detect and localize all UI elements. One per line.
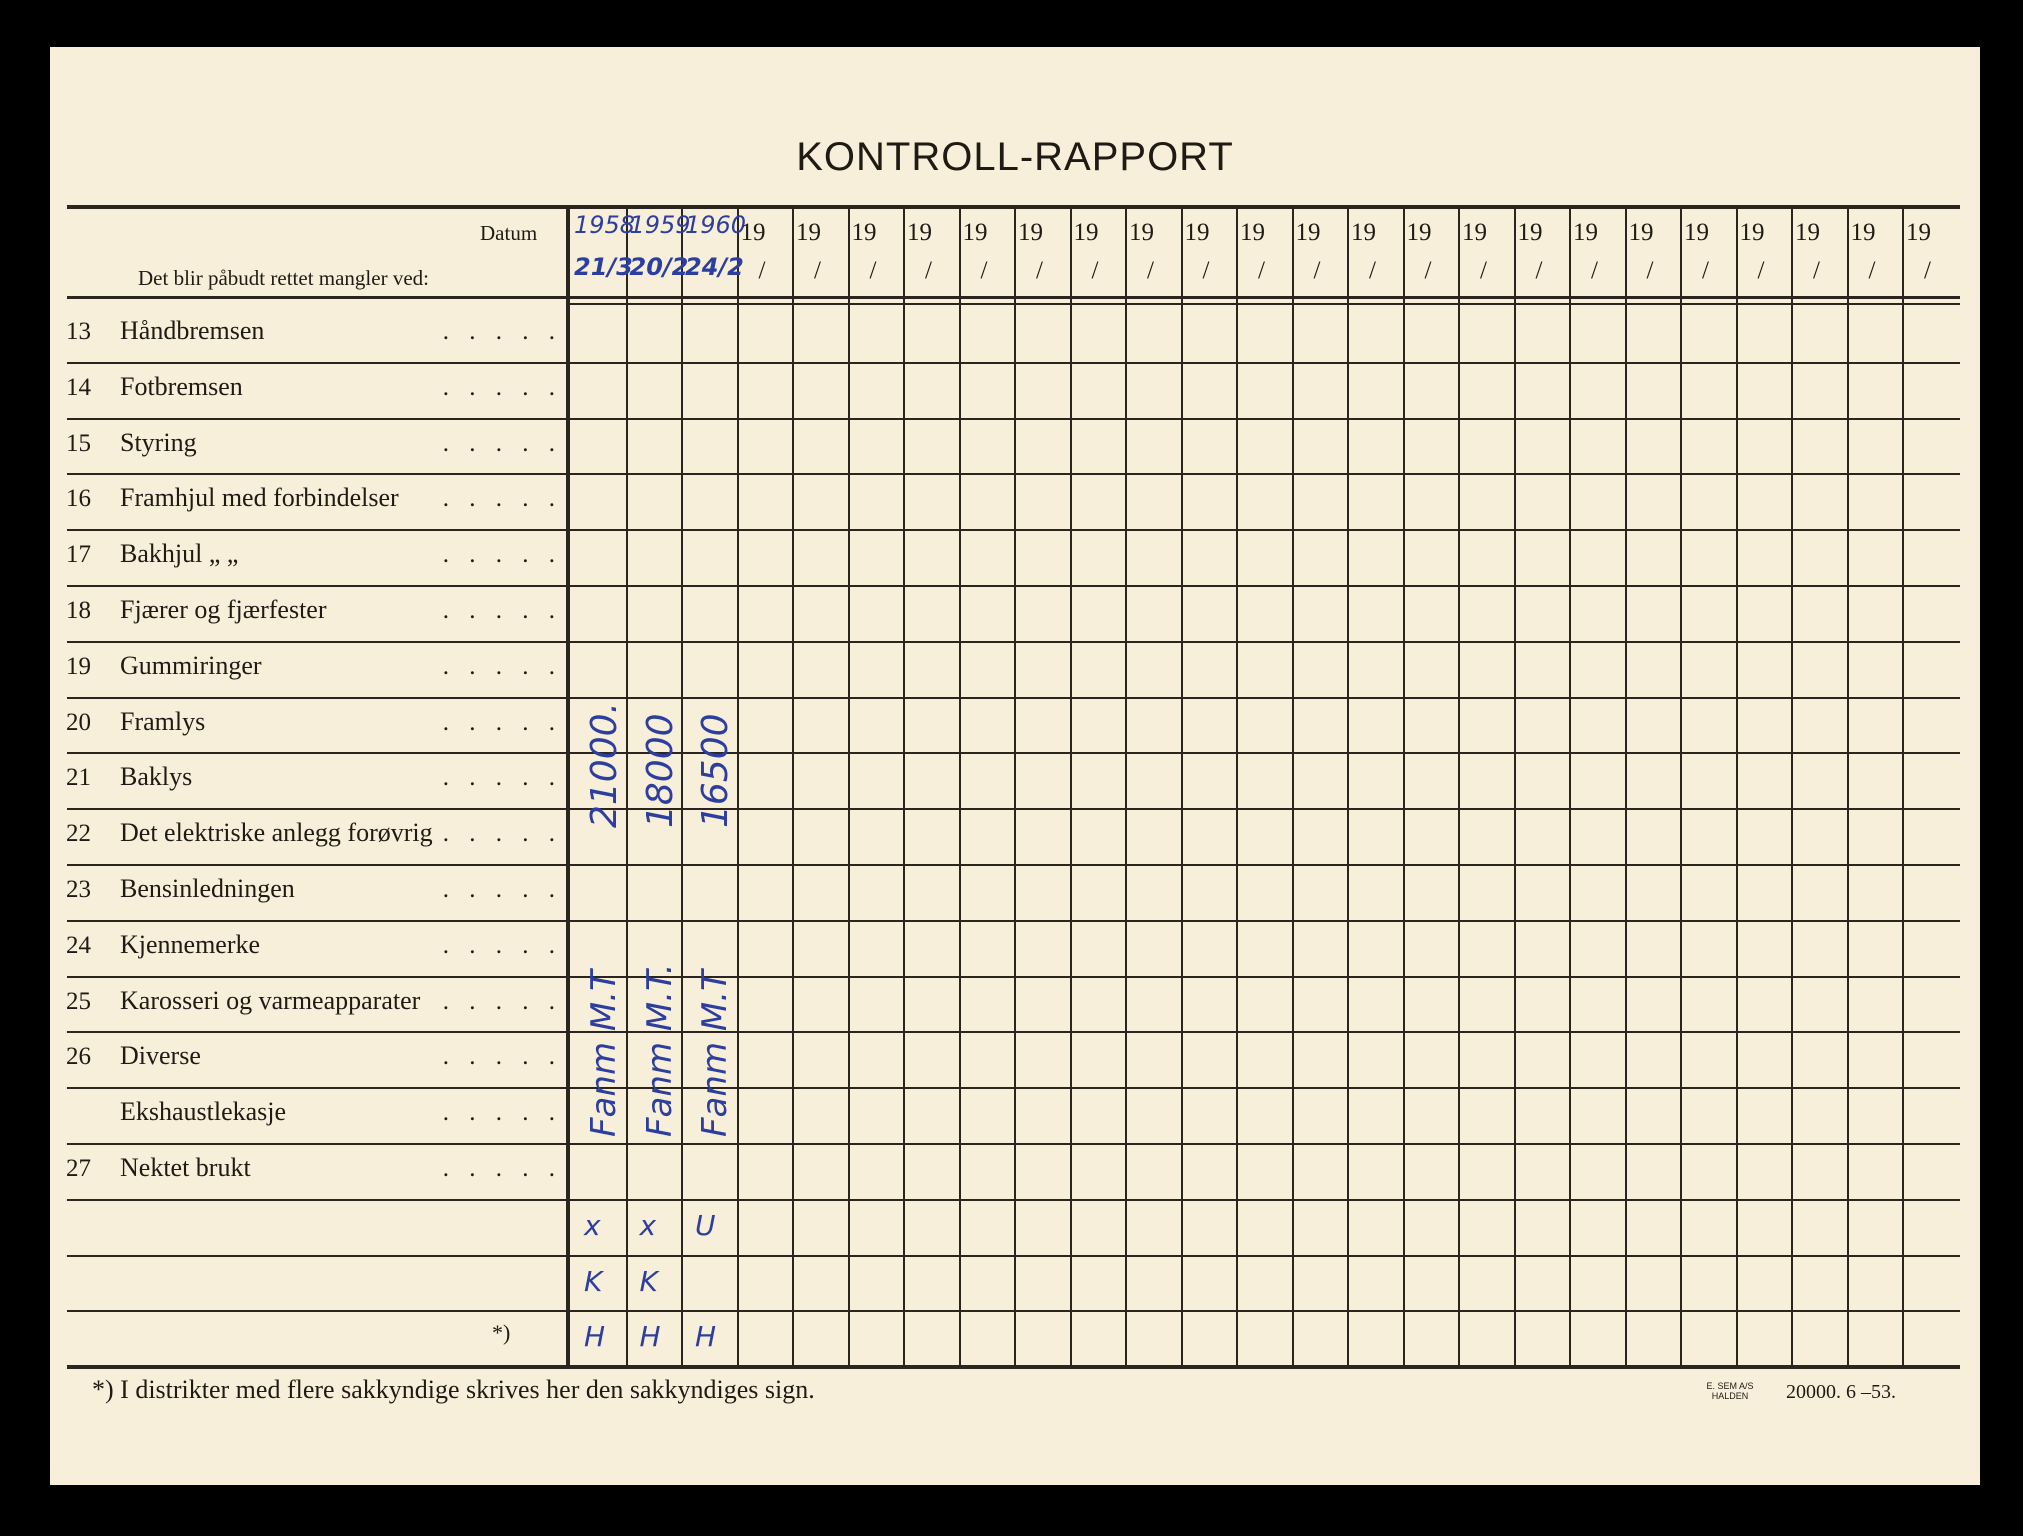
column-line	[1791, 205, 1793, 1365]
column-line	[1736, 205, 1738, 1365]
year-prefix: 19	[1739, 219, 1765, 246]
entry-date: 20/2	[629, 253, 689, 281]
date-slash: /	[1646, 257, 1654, 284]
row-number: 15	[66, 429, 91, 457]
column-line	[1458, 205, 1460, 1365]
entry-check-mark: x	[584, 1208, 601, 1242]
year-prefix: 19	[740, 219, 766, 246]
row-label: Fjærer og fjærfester	[120, 595, 327, 624]
row-line	[67, 1143, 1960, 1145]
row-number: 14	[66, 373, 91, 401]
year-prefix: 19	[1129, 219, 1154, 246]
year-prefix: 19	[907, 219, 932, 246]
row-leader-dots: . . . . .	[442, 652, 562, 680]
date-slash: /	[1091, 257, 1099, 284]
row-number: 23	[66, 876, 91, 903]
year-prefix: 19	[1795, 219, 1820, 246]
entry-check-mark: K	[639, 1264, 658, 1298]
entry-signature-note: Fanm M.T	[695, 970, 735, 1138]
column-line	[792, 205, 794, 1365]
column-line	[1181, 205, 1183, 1365]
row-leader-dots: . . . . .	[442, 541, 562, 569]
column-line	[737, 205, 739, 1365]
year-prefix: 19	[1018, 219, 1043, 246]
row-number: 27	[66, 1155, 91, 1182]
row-line	[67, 1310, 1960, 1312]
year-prefix: 19	[851, 219, 877, 246]
year-prefix: 19	[1406, 219, 1432, 246]
report-title: KONTROLL-RAPPORT	[796, 135, 1234, 179]
column-line	[1347, 205, 1349, 1365]
row-leader-dots: . . . . .	[442, 429, 562, 457]
row-label: Diverse	[120, 1041, 201, 1071]
entry-date: 21/3	[574, 253, 633, 281]
column-line	[1292, 205, 1294, 1365]
row-line	[67, 641, 1960, 643]
bottom-rule	[67, 1365, 1960, 1369]
date-slash: /	[925, 257, 932, 284]
year-prefix: 19	[1184, 219, 1210, 246]
date-slash: /	[758, 257, 766, 284]
column-line	[1070, 205, 1072, 1365]
row-label: Framhjul med forbindelser	[120, 483, 399, 513]
entry-odometer: 16500	[695, 713, 736, 829]
row-number: 18	[66, 597, 91, 624]
entry-year: 1958	[574, 211, 636, 239]
entry-check-mark: H	[639, 1320, 661, 1354]
date-slash: /	[1369, 257, 1376, 284]
column-line	[848, 205, 850, 1365]
row-label: Håndbremsen	[120, 316, 265, 345]
row-number: 20	[66, 708, 91, 736]
entry-check-mark: H	[584, 1320, 606, 1354]
row-label: Ekshaustlekasje	[120, 1097, 287, 1127]
row-leader-dots: . . . . .	[442, 1155, 562, 1182]
row-label: Styring	[120, 427, 197, 457]
date-slash: /	[1313, 257, 1321, 284]
row-label: Fotbremsen	[120, 371, 243, 401]
entry-date: 24/2	[685, 253, 744, 281]
column-line	[681, 205, 683, 1365]
date-slash: /	[1813, 257, 1820, 284]
label-column-divider	[566, 205, 570, 1365]
row-number: 17	[66, 541, 91, 569]
footnote: *) I distrikter med flere sakkyndige skrives her den sakkyndiges sign.	[92, 1375, 815, 1404]
year-prefix: 19	[962, 219, 988, 246]
row-number: 24	[66, 931, 91, 959]
column-line	[1514, 205, 1516, 1365]
row-leader-dots: . . . . .	[442, 1099, 562, 1127]
row-label: Gummiringer	[120, 650, 262, 680]
row-line	[67, 864, 1960, 866]
row-line	[67, 697, 1960, 699]
year-prefix: 19	[796, 219, 821, 246]
row-number: 22	[66, 820, 91, 848]
date-slash: /	[1702, 257, 1709, 284]
year-prefix: 19	[1684, 219, 1709, 246]
year-prefix: 19	[1573, 219, 1598, 246]
column-line	[1680, 205, 1682, 1365]
date-slash: /	[1591, 257, 1598, 284]
row-leader-dots: . . . . .	[442, 597, 562, 624]
row-number: 16	[66, 485, 91, 513]
year-prefix: 19	[1240, 219, 1265, 246]
row-line	[67, 1087, 1960, 1089]
row-number: 26	[66, 1043, 91, 1071]
row-label: Karosseri og varmeapparater	[120, 985, 421, 1015]
row-line	[67, 976, 1960, 978]
row-leader-dots: . . . . .	[442, 708, 562, 736]
print-run: 20000. 6 –53.	[1786, 1381, 1896, 1403]
row-number: 13	[66, 318, 91, 345]
row-line	[67, 529, 1960, 531]
year-prefix: 19	[1295, 219, 1321, 246]
year-prefix: 19	[1351, 219, 1376, 246]
column-line	[1236, 205, 1238, 1365]
date-slash: /	[869, 257, 877, 284]
date-slash: /	[1424, 257, 1432, 284]
date-slash: /	[1535, 257, 1543, 284]
date-slash: /	[980, 257, 988, 284]
date-slash: /	[1202, 257, 1210, 284]
year-prefix: 19	[1462, 219, 1487, 246]
row-leader-dots: . . . . .	[442, 876, 562, 903]
row-label: Kjennemerke	[120, 929, 261, 959]
datum-label: Datum	[480, 221, 538, 245]
column-line	[1125, 205, 1127, 1365]
row-number: 25	[66, 987, 91, 1015]
row-label: *)	[492, 1320, 511, 1346]
row-leader-dots: . . . . .	[442, 373, 562, 401]
mangler-label: Det blir påbudt rettet mangler ved:	[138, 266, 429, 290]
entry-signature-note: Fanm M.T.	[639, 963, 680, 1138]
row-line	[67, 473, 1960, 475]
row-leader-dots: . . . . .	[442, 820, 562, 848]
row-label: Det elektriske anlegg forøvrig	[120, 818, 433, 848]
row-leader-dots: . . . . .	[442, 1043, 562, 1071]
header-rule-thin	[567, 303, 1960, 305]
column-line	[1847, 205, 1849, 1365]
row-leader-dots: . . . . .	[442, 931, 562, 959]
row-line	[67, 1031, 1960, 1033]
row-line	[67, 1199, 1960, 1201]
year-prefix: 19	[1906, 219, 1931, 246]
date-slash: /	[1258, 257, 1265, 284]
date-slash: /	[1036, 257, 1043, 284]
date-slash: /	[814, 257, 821, 284]
row-number: 19	[66, 652, 91, 680]
row-label: Framlys	[120, 706, 206, 736]
printer-mark: E. SEM A/S HALDEN	[1706, 1381, 1754, 1401]
column-line	[1569, 205, 1571, 1365]
row-line	[67, 362, 1960, 364]
row-line	[67, 1255, 1960, 1257]
date-slash: /	[1480, 257, 1487, 284]
entry-check-mark: H	[695, 1320, 717, 1354]
date-slash: /	[1147, 257, 1154, 284]
row-leader-dots: . . . . .	[442, 485, 562, 513]
entry-odometer: 18000	[639, 713, 681, 829]
row-label: Bakhjul „ „	[120, 539, 239, 569]
year-prefix: 19	[1628, 219, 1654, 246]
entry-year: 1959	[629, 211, 691, 239]
entry-signature-note: Fanm M.T	[584, 970, 624, 1138]
date-slash: /	[1868, 257, 1876, 284]
row-line	[67, 752, 1960, 754]
column-line	[1014, 205, 1016, 1365]
entry-year: 1960	[685, 211, 747, 239]
year-prefix: 19	[1073, 219, 1099, 246]
entry-check-mark: K	[584, 1264, 603, 1298]
row-leader-dots: . . . . .	[442, 764, 562, 792]
column-line	[1403, 205, 1405, 1365]
row-leader-dots: . . . . .	[442, 987, 562, 1015]
column-line	[1902, 205, 1904, 1365]
entry-odometer: 21000.	[584, 702, 625, 829]
entry-check-mark: x	[639, 1208, 657, 1242]
column-line	[903, 205, 905, 1365]
entry-check-mark: U	[695, 1208, 716, 1242]
column-line	[959, 205, 961, 1365]
row-number: 21	[66, 764, 91, 792]
year-prefix: 19	[1850, 219, 1876, 246]
row-line	[67, 920, 1960, 922]
control-report-card	[50, 47, 1980, 1485]
year-prefix: 19	[1517, 219, 1543, 246]
row-label: Baklys	[120, 762, 193, 792]
date-slash: /	[1757, 257, 1765, 284]
row-leader-dots: . . . . .	[442, 318, 562, 345]
row-line	[67, 418, 1960, 420]
column-line	[626, 205, 628, 1365]
row-label: Bensinledningen	[120, 874, 295, 903]
row-line	[67, 808, 1960, 810]
date-slash: /	[1924, 257, 1931, 284]
row-label: Nektet brukt	[120, 1153, 251, 1182]
row-line	[67, 585, 1960, 587]
column-line	[1625, 205, 1627, 1365]
